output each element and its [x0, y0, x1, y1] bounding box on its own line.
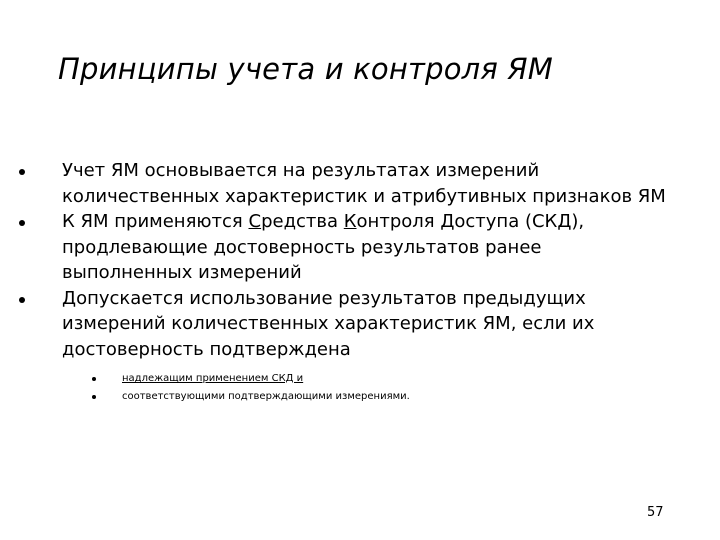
underlined-letter-k: К [343, 211, 357, 232]
bullet-text-line: измерений количественных характеристик ЯМ, если их [62, 313, 595, 334]
sub-bullet-dot-icon [92, 377, 96, 381]
page-number: 57 [647, 505, 664, 520]
underlined-letter-s: С [248, 211, 262, 232]
bullet-text-fragment: оступа (СКД), [454, 211, 585, 232]
bullet-dot-icon [19, 297, 25, 303]
bullet-list [0, 158, 720, 406]
bullet-item-3 [0, 286, 720, 363]
sub-bullet-list [0, 370, 720, 406]
bullet-item-2 [0, 209, 720, 286]
bullet-dot-icon [19, 169, 25, 175]
bullet-text-line: продлевающие достоверность результатов ранее [62, 236, 542, 258]
bullet-text-fragment: онтроля [356, 211, 441, 232]
bullet-dot-icon [19, 220, 25, 226]
bullet-text-line [62, 209, 700, 235]
bullet-text-prefix: К ЯМ применяются [62, 211, 249, 232]
bullet-text-fragment: редства [261, 211, 344, 232]
sub-bullet-text: надлежащим применением СКД и [122, 373, 304, 384]
underlined-letter-d: Д [440, 211, 455, 232]
bullet-text-line: количественных характеристик и атрибутивных признаков ЯМ [62, 185, 666, 207]
bullet-item-1 [0, 158, 720, 209]
bullet-text-line: достоверность подтверждена [62, 338, 351, 360]
bullet-text-line: Допускается использование результатов предыдущих [62, 287, 586, 309]
sub-bullet-item-2 [0, 388, 720, 406]
slide-title: Принципы учета и контроля ЯМ [58, 52, 554, 86]
sub-bullet-item-1 [0, 370, 720, 388]
bullet-text-line: Учет ЯМ основывается на результатах измерений [62, 160, 540, 181]
sub-bullet-dot-icon [92, 395, 96, 399]
bullet-text-line: выполненных измерений [62, 262, 302, 283]
sub-bullet-text: соответствующими подтверждающими измерениями. [122, 391, 410, 402]
